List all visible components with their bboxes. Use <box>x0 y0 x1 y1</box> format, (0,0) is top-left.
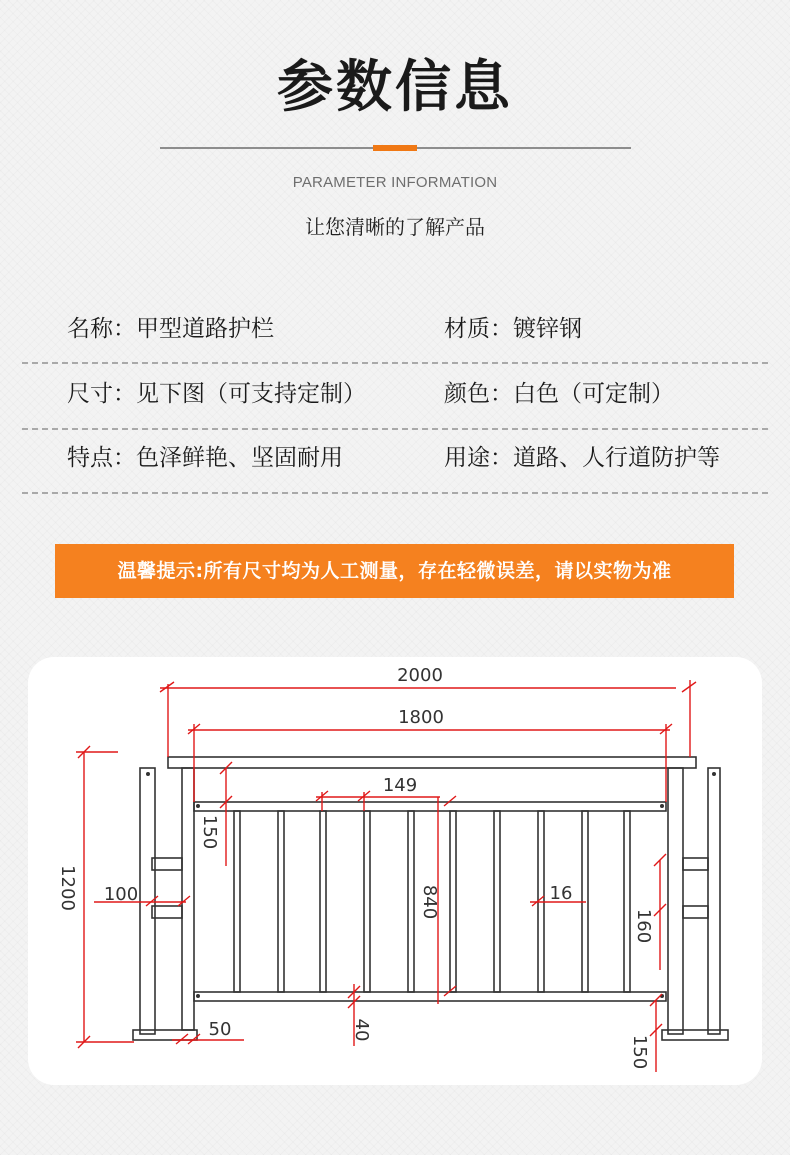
right-base-plate <box>662 1030 728 1040</box>
bolt <box>660 804 664 808</box>
right-bracket-lower <box>683 906 708 918</box>
bolt <box>196 994 200 998</box>
subtitle-chinese: 让您清晰的了解产品 <box>305 215 485 239</box>
bolt <box>196 804 200 808</box>
right-outer-post <box>708 768 720 1034</box>
bolt <box>146 772 150 776</box>
dim-label-panel-width: 1800 <box>398 707 444 728</box>
right-bracket-upper <box>683 858 708 870</box>
upper-rail <box>194 802 666 811</box>
dim-label-bar-spacing: 149 <box>382 775 418 796</box>
page-title: 参数信息 <box>277 55 513 120</box>
dim-label-bar-height: 840 <box>419 884 440 920</box>
right-post <box>668 768 683 1034</box>
dim-label-total-height: 1200 <box>57 865 78 911</box>
param-color: 颜色：白色（可定制） <box>444 381 674 407</box>
dim-label-total-width: 2000 <box>397 665 443 686</box>
left-bracket-upper <box>152 858 182 870</box>
dim-label-post-width: 100 <box>103 884 139 905</box>
bolt <box>712 772 716 776</box>
left-bracket-lower <box>152 906 182 918</box>
param-usage: 用途：道路、人行道防护等 <box>444 445 720 471</box>
top-rail <box>168 757 696 768</box>
left-inner-post <box>182 768 194 1030</box>
param-size: 尺寸：见下图（可支持定制） <box>67 381 366 407</box>
notice-banner: 温馨提示:所有尺寸均为人工测量，存在轻微误差，请以实物为准 <box>55 544 734 598</box>
dimension-lines <box>76 680 696 1072</box>
dim-label-bracket-spacing: 160 <box>633 908 654 944</box>
param-feature: 特点：色泽鲜艳、坚固耐用 <box>67 445 343 471</box>
param-name: 名称：甲型道路护栏 <box>67 316 274 342</box>
dim-label-base-plate: 50 <box>208 1019 232 1040</box>
param-material: 材质：镀锌钢 <box>444 316 582 342</box>
dim-label-post-bottom: 150 <box>629 1034 650 1070</box>
dim-label-bottom-gap: 40 <box>351 1018 372 1042</box>
lower-rail <box>194 992 666 1001</box>
dim-label-bar-width: 16 <box>549 883 573 904</box>
subtitle-english: PARAMETER INFORMATION <box>292 174 498 191</box>
dim-label-top-gap: 150 <box>199 814 220 850</box>
